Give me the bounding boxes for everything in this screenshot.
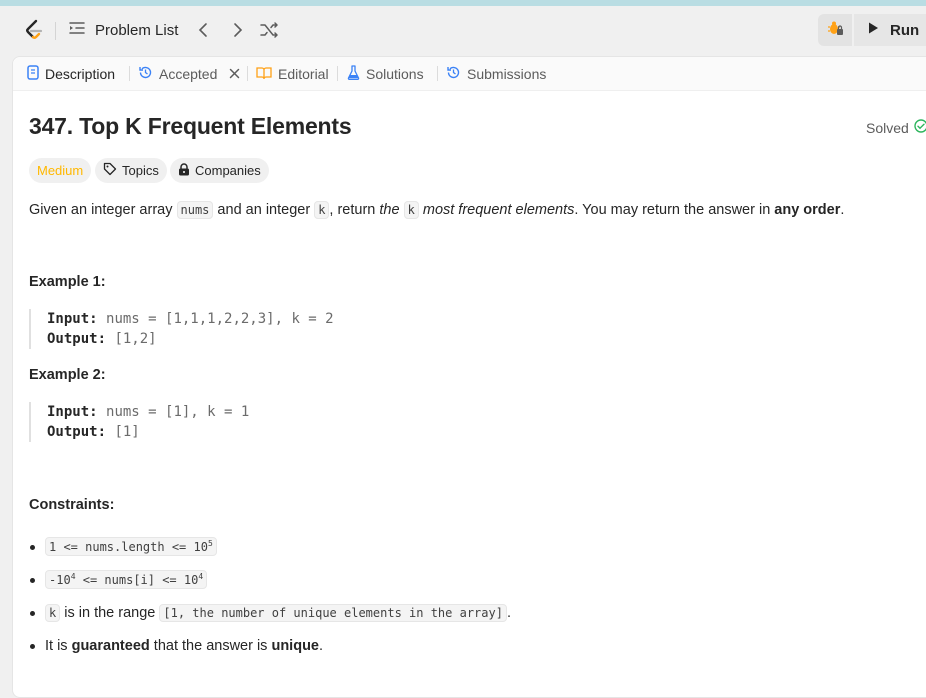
- example-2-block: [29, 402, 447, 442]
- difficulty-badge: [29, 158, 91, 183]
- superscript: 5: [207, 539, 213, 548]
- problem-list-label: Problem List: [95, 21, 179, 39]
- input-value: nums = [1,1,1,2,2,3], k = 2: [106, 311, 334, 327]
- shuffle-icon[interactable]: [258, 19, 280, 41]
- constraint-bold: unique: [271, 637, 319, 654]
- solved-label: Solved: [866, 119, 909, 136]
- constraint-text: .: [319, 637, 324, 654]
- constraint-item: [45, 629, 511, 662]
- tab-separator: [337, 66, 338, 81]
- problem-description: [29, 200, 844, 220]
- desc-text: . You may return the answer in: [574, 202, 775, 218]
- inline-code: k: [314, 201, 329, 219]
- problem-list-button[interactable]: [68, 19, 178, 41]
- run-button[interactable]: [854, 14, 926, 46]
- tab-submissions[interactable]: [446, 64, 546, 84]
- superscript: 4: [198, 572, 204, 581]
- desc-emphasis: the: [379, 202, 400, 218]
- constraints-heading: Constraints:: [29, 497, 115, 513]
- companies-label: Companies: [195, 163, 261, 178]
- constraint-item: [45, 530, 511, 563]
- input-key: Input:: [47, 311, 98, 327]
- tag-icon: [103, 162, 117, 179]
- constraint-text: It is: [45, 637, 72, 654]
- example-1-block: [29, 309, 447, 349]
- nav-divider: [55, 22, 56, 40]
- history-icon: [138, 65, 153, 83]
- inline-code: [45, 570, 207, 589]
- flask-icon: [347, 65, 360, 83]
- tab-solutions[interactable]: [347, 64, 424, 84]
- tab-label: Solutions: [366, 66, 424, 82]
- solved-status: [866, 119, 926, 136]
- topics-button[interactable]: [95, 158, 167, 183]
- tab-separator: [129, 66, 130, 81]
- desc-text: , return: [329, 202, 380, 218]
- code-text: 1 <= nums.length <= 10: [49, 540, 208, 554]
- constraint-bold: guaranteed: [71, 637, 150, 654]
- lock-icon: [178, 163, 190, 179]
- constraint-item: [45, 563, 511, 596]
- tab-label: Description: [45, 66, 116, 82]
- tab-separator: [437, 66, 438, 81]
- inline-code: k: [404, 201, 419, 219]
- companies-button[interactable]: [170, 158, 269, 183]
- constraint-text: .: [506, 604, 511, 621]
- navbar: [0, 6, 926, 54]
- desc-text: Given an integer array: [29, 202, 177, 218]
- bug-icon: [826, 19, 844, 42]
- constraint-text: is in the range: [60, 604, 160, 621]
- tab-accepted[interactable]: [138, 64, 240, 84]
- superscript: 4: [70, 572, 76, 581]
- output-value: [1]: [114, 424, 140, 440]
- input-value: nums = [1], k = 1: [106, 404, 250, 420]
- example-1-heading: Example 1:: [29, 274, 106, 290]
- constraint-text: that the answer is: [149, 637, 272, 654]
- constraint-item: [45, 596, 511, 629]
- description-panel: [12, 56, 926, 698]
- inline-code: k: [45, 604, 60, 622]
- output-key: Output:: [47, 331, 107, 347]
- tab-separator: [247, 66, 248, 81]
- description-icon: [27, 65, 39, 83]
- prev-problem-chevron-left-icon[interactable]: [193, 19, 215, 41]
- leetcode-logo-icon[interactable]: [22, 18, 46, 42]
- desc-bold: any order: [774, 202, 841, 218]
- tab-description[interactable]: [27, 64, 115, 84]
- debug-button[interactable]: [818, 14, 852, 46]
- code-text: <= nums[i] <= 10: [75, 573, 199, 587]
- run-label: Run: [890, 21, 920, 39]
- tab-editorial[interactable]: [256, 64, 329, 84]
- inline-code: [1, the number of unique elements in the array]: [159, 604, 507, 622]
- inline-code: [45, 537, 217, 556]
- example-2-heading: Example 2:: [29, 367, 106, 383]
- desc-text: .: [840, 202, 845, 218]
- tab-label: Submissions: [467, 66, 547, 82]
- desc-text: and an integer: [213, 202, 315, 218]
- next-problem-chevron-right-icon[interactable]: [226, 19, 248, 41]
- tab-bar: [13, 57, 926, 91]
- history-icon: [446, 65, 461, 83]
- check-circle-icon: [914, 119, 926, 136]
- desc-emphasis: most frequent elements: [422, 202, 575, 218]
- difficulty-label: Medium: [37, 163, 84, 178]
- input-key: Input:: [47, 404, 98, 420]
- book-icon: [256, 66, 272, 83]
- code-text: -10: [49, 573, 71, 587]
- output-value: [1,2]: [114, 331, 157, 347]
- tab-label: Editorial: [278, 66, 329, 82]
- inline-code: nums: [177, 201, 214, 219]
- output-key: Output:: [47, 424, 107, 440]
- constraints-list: [29, 530, 511, 662]
- topics-label: Topics: [122, 163, 159, 178]
- tab-label: Accepted: [159, 66, 218, 82]
- play-icon: [866, 21, 880, 39]
- list-icon: [68, 19, 86, 41]
- close-icon[interactable]: [229, 66, 240, 82]
- problem-title: 347. Top K Frequent Elements: [29, 113, 352, 139]
